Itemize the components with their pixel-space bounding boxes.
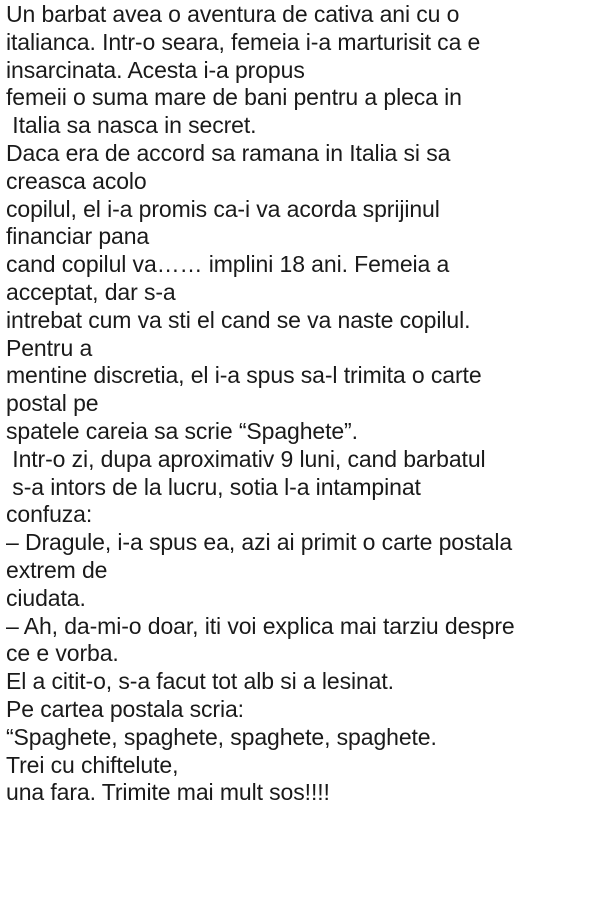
text-line: confuza: bbox=[6, 501, 93, 528]
text-line: Un barbat avea o aventura de cativa ani cu o bbox=[6, 1, 460, 27]
text-line: ce e vorba. bbox=[6, 640, 119, 667]
text-line: copilul, el i-a promis ca-i va acorda sprijinul bbox=[6, 195, 440, 222]
text-line: s-a intors de la lucru, sotia l-a intampinat bbox=[6, 473, 421, 500]
text-line: – Ah, da-mi-o doar, iti voi explica mai tarziu despre bbox=[6, 612, 515, 639]
text-line: Daca era de accord sa ramana in Italia si sa bbox=[6, 139, 451, 166]
text-line: acceptat, dar s-a bbox=[6, 278, 176, 305]
text-line: creasca acolo bbox=[6, 167, 147, 194]
text-line: Trei cu chiftelute, bbox=[6, 751, 179, 778]
text-line: italianca. Intr-o seara, femeia i-a marturisit ca e bbox=[6, 28, 481, 55]
text-line: extrem de bbox=[6, 556, 108, 583]
text-line: Intr-o zi, dupa aproximativ 9 luni, cand barbatul bbox=[6, 445, 486, 472]
text-line: Pe cartea postala scria: bbox=[6, 695, 244, 722]
text-line: cand copilul va…… implini 18 ani. Femeia a bbox=[6, 251, 450, 278]
text-line: ciudata. bbox=[6, 584, 86, 611]
text-line: postal pe bbox=[6, 390, 99, 417]
text-line: “Spaghete, spaghete, spaghete, spaghete. bbox=[6, 723, 437, 750]
text-line: mentine discretia, el i-a spus sa-l trimita o carte bbox=[6, 362, 482, 389]
text-line: El a citit-o, s-a facut tot alb si a lesinat. bbox=[6, 668, 394, 695]
text-line: – Dragule, i-a spus ea, azi ai primit o carte postala bbox=[6, 529, 513, 556]
text-line: insarcinata. Acesta i-a propus bbox=[6, 56, 305, 83]
text-line: una fara. Trimite mai mult sos!!!! bbox=[6, 779, 330, 806]
text-line: intrebat cum va sti el cand se va naste copilul. bbox=[6, 306, 471, 333]
text-line: femeii o suma mare de bani pentru a pleca in bbox=[6, 84, 462, 111]
text-line: Pentru a bbox=[6, 334, 93, 361]
text-line: Italia sa nasca in secret. bbox=[6, 112, 257, 139]
text-line: financiar pana bbox=[6, 223, 150, 250]
text-line: spatele careia sa scrie “Spaghete”. bbox=[6, 417, 358, 444]
joke-text bbox=[6, 1, 610, 807]
